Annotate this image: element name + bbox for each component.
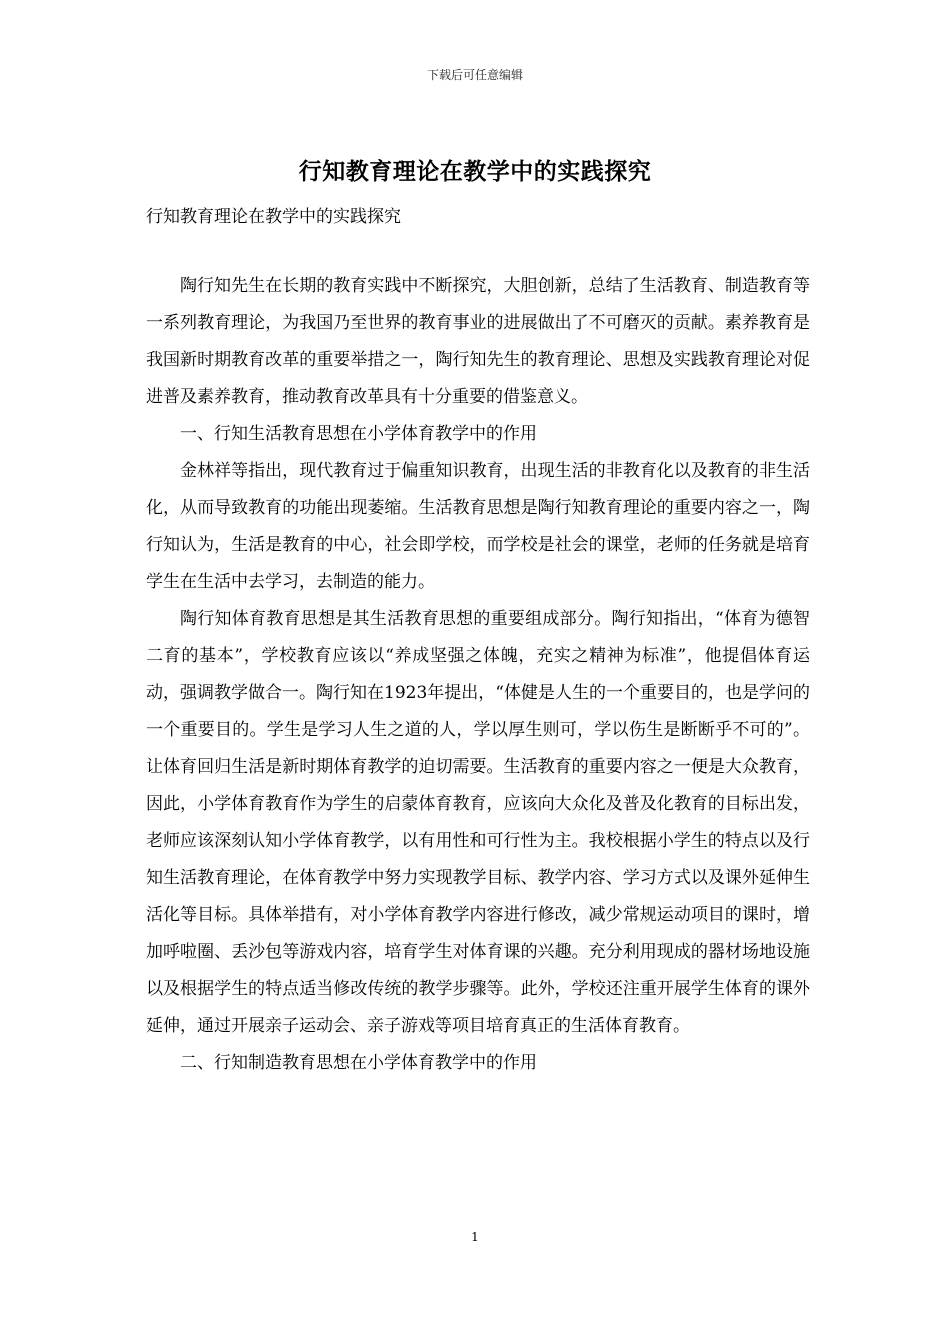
paragraph-physical-education: 陶行知体育教育思想是其生活教育思想的重要组成部分。陶行知指出，“体育为德智二育的基本”，学校教育应该以“养成坚强之体魄，充实之精神为标准”，他提倡体育运动，强调教学做合一。陶行知在1923年提出，“体健是人生的一个重要目的，也是学问的一个重要目的。学生是学习人生之道的人，学以厚生则可，学以伤生是断断乎不可的”。让体育回归生活是新时期体育教学的迫切需要。生活教育的重要内容之一便是大众教育，因此，小学体育教育作为学生的启蒙体育教育，应该向大众化及普及化教育的目标出发，老师应该深刻认知小学体育教学，以有用性和可行性为主。我校根据小学生的特点以及行知生活教育理论，在体育教学中努力实现教学目标、教学内容、学习方式以及课外延伸生活化等目标。具体举措有，对小学体育教学内容进行修改，减少常规运动项目的课时，增加呼啦圈、丢沙包等游戏内容，培育学生对体育课的兴趣。充分利用现成的器材场地设施以及根据学生的特点适当修改传统的教学步骤等。此外，学校还注重开展学生体育的课外延伸，通过开展亲子运动会、亲子游戏等项目培育真正的生活体育教育。 xyxy=(146,609,810,1036)
paragraph-life-education: 金林祥等指出，现代教育过于偏重知识教育，出现生活的非教育化以及教育的非生活化，从而导致教育的功能出现萎缩。生活教育思想是陶行知教育理论的重要内容之一，陶行知认为，生活是教育的中心，社会即学校，而学校是社会的课堂，老师的任务就是培育学生在生活中去学习，去制造的能力。 xyxy=(146,461,810,592)
paragraph-intro: 陶行知先生在长期的教育实践中不断探究，大胆创新，总结了生活教育、制造教育等一系列教育理论，为我国乃至世界的教育事业的进展做出了不可磨灭的贡献。素养教育是我国新时期教育改革的重要举措之一，陶行知先生的教育理论、思想及实践教育理论对促进普及素养教育，推动教育改革具有十分重要的借鉴意义。 xyxy=(146,276,810,407)
page-number: 1 xyxy=(471,1230,479,1244)
page-header-note: 下载后可任意编辑 xyxy=(426,68,523,82)
document-subtitle: 行知教育理论在教学中的实践探究 xyxy=(146,207,401,227)
document-title: 行知教育理论在教学中的实践探究 xyxy=(298,158,652,185)
document-body xyxy=(146,268,810,1082)
section-heading-1: 一、行知生活教育思想在小学体育教学中的作用 xyxy=(180,424,537,444)
section-heading-2: 二、行知制造教育思想在小学体育教学中的作用 xyxy=(180,1053,537,1073)
